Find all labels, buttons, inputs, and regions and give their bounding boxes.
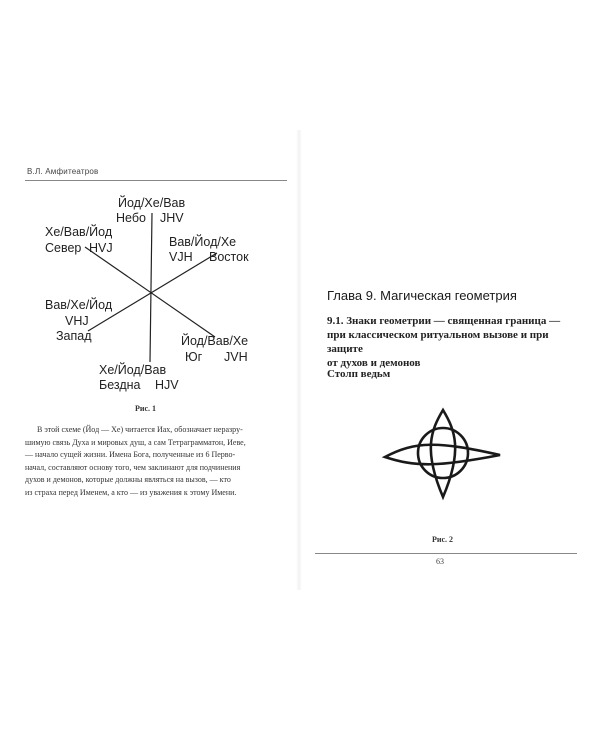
label-top-line2: Небо — [116, 211, 146, 225]
label-ll-line1: Вав/Хе/Йод — [45, 298, 113, 312]
page-number: 63 — [436, 557, 444, 566]
label-ll-line2: VHJ — [65, 314, 89, 328]
figure-1-caption: Рис. 1 — [135, 404, 157, 413]
label-lr-line2: Юг — [185, 350, 203, 364]
label-top-line1: Йод/Хе/Вав — [118, 196, 186, 210]
paragraph-line: — начало сущей жизни. Имена Бога, полученные из 6 Перво- — [25, 450, 236, 460]
paragraph-line: духов и демонов, которые должны являться на вызов, — кто — [25, 475, 231, 485]
label-bottom-line3: HJV — [155, 378, 179, 392]
label-ur-line1: Вав/Йод/Хе — [169, 235, 237, 249]
label-ur-line2: VJH — [169, 250, 193, 264]
label-top-line3: JHV — [160, 211, 184, 225]
section-title-line: 9.1. Знаки геометрии — священная граница — — [327, 315, 561, 327]
section-title-line: при классическом ритуальном вызове и при защите — [327, 329, 549, 355]
label-ur-line3: Восток — [209, 250, 249, 264]
knot-horizontal-vesica — [385, 445, 500, 465]
chapter-title: Глава 9. Магическая геометрия — [327, 288, 517, 303]
label-ll-line3: Запад — [56, 329, 92, 343]
figure-2-caption: Рис. 2 — [432, 535, 454, 544]
paragraph-line: В этой схеме (Йод — Хе) читается Иах, обозначает неразру- — [37, 425, 243, 434]
label-bottom-line1: Хе/Йод/Вав — [99, 363, 167, 377]
label-ul-line3: HVJ — [89, 241, 113, 255]
label-bottom-line2: Бездна — [99, 378, 141, 392]
paragraph-line: из страха перед Именем, а кто — из уважения к этому Имени. — [25, 487, 237, 497]
paragraph-line: начал, составляют основу того, чем заклинают для подчинения — [25, 462, 241, 472]
label-ul-line2: Север — [45, 241, 82, 255]
running-head: В.Л. Амфитеатров — [27, 167, 99, 176]
section-title-line: от духов и демонов — [327, 357, 421, 369]
label-lr-line1: Йод/Вав/Хе — [181, 334, 249, 348]
knot-vertical-vesica — [431, 410, 455, 497]
subsection-title: Столп ведьм — [327, 368, 391, 380]
label-lr-line3: JVH — [224, 350, 248, 364]
knot-circle — [418, 428, 468, 478]
label-ul-line1: Хе/Вав/Йод — [45, 225, 113, 239]
footer-rule — [315, 553, 577, 554]
paragraph-line: шимую связь Духа и мировых душ, а сам Тетраграмматон, Иеве, — [25, 437, 246, 447]
